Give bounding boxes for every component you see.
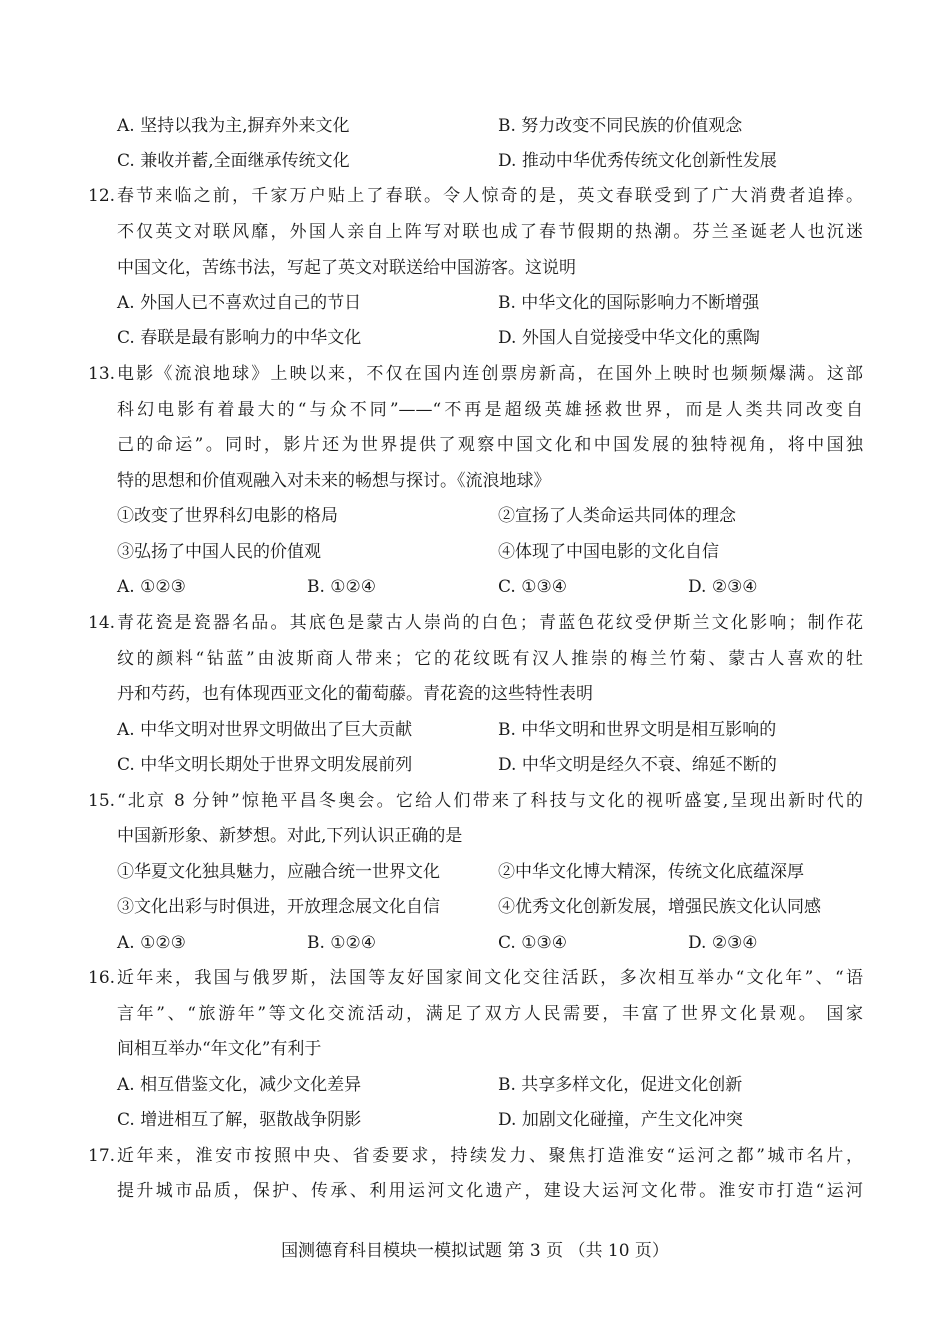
q13-item-3: ③弘扬了中国人民的价值观 bbox=[117, 542, 321, 562]
q17-number: 17. bbox=[88, 1146, 116, 1166]
q12-number: 12. bbox=[88, 186, 116, 206]
q15-option-b: B. ①②④ bbox=[307, 933, 377, 953]
q15-option-c: C. ①③④ bbox=[498, 933, 567, 953]
q12-option-c: C. 春联是最有影响力的中华文化 bbox=[117, 328, 362, 348]
q16-option-d: D. 加剧文化碰撞，产生文化冲突 bbox=[498, 1110, 743, 1130]
q12-stem-line-3: 中国文化，苦练书法，写起了英文对联送给中国游客。这说明 bbox=[117, 258, 576, 278]
q11-option-c: C. 兼收并蓄,全面继承传统文化 bbox=[117, 151, 350, 171]
q13-option-c: C. ①③④ bbox=[498, 577, 567, 597]
q13-stem-line-2: 科幻电影有着最大的“与众不同”——“不再是超级英雄拯救世界，而是人类共同改变自 bbox=[117, 400, 863, 420]
q14-stem-line-1: 青花瓷是瓷器名品。其底色是蒙古人崇尚的白色；青蓝色花纹受伊斯兰文化影响；制作花 bbox=[117, 613, 863, 633]
q12-stem-line-1: 春节来临之前，千家万户贴上了春联。令人惊奇的是，英文春联受到了广大消费者追捧。 bbox=[117, 186, 863, 206]
q11-option-d: D. 推动中华优秀传统文化创新性发展 bbox=[498, 151, 777, 171]
q13-stem-line-4: 特的思想和价值观融入对未来的畅想与探讨。《流浪地球》 bbox=[117, 471, 551, 491]
q13-option-b: B. ①②④ bbox=[307, 577, 377, 597]
q17-stem-line-2: 提升城市品质，保护、传承、利用运河文化遗产，建设大运河文化带。淮安市打造“运河 bbox=[117, 1181, 863, 1201]
q16-stem-line-2: 言年”、“旅游年”等文化交流活动，满足了双方人民需要，丰富了世界文化景观。 国家 bbox=[117, 1004, 863, 1024]
q14-option-c: C. 中华文明长期处于世界文明发展前列 bbox=[117, 755, 413, 775]
q13-stem-line-3: 己的命运”。同时，影片还为世界提供了观察中国文化和中国发展的独特视角，将中国独 bbox=[117, 435, 863, 455]
q13-stem-line-1: 电影《流浪地球》上映以来，不仅在国内连创票房新高，在国外上映时也频频爆满。这部 bbox=[117, 364, 863, 384]
q13-option-a: A. ①②③ bbox=[117, 577, 186, 597]
q15-item-3: ③文化出彩与时俱进，开放理念展文化自信 bbox=[117, 897, 440, 917]
q15-item-2: ②中华文化博大精深，传统文化底蕴深厚 bbox=[498, 862, 804, 882]
q17-stem-line-1: 近年来，淮安市按照中央、省委要求，持续发力、聚焦打造淮安“运河之都”城市名片， bbox=[117, 1146, 863, 1166]
q15-option-d: D. ②③④ bbox=[688, 933, 758, 953]
q13-option-d: D. ②③④ bbox=[688, 577, 758, 597]
q12-option-a: A. 外国人已不喜欢过自己的节日 bbox=[117, 293, 362, 313]
q14-stem-line-2: 纹的颜料“钻蓝”由波斯商人带来；它的花纹既有汉人推崇的梅兰竹菊、蒙古人喜欢的牡 bbox=[117, 649, 863, 669]
q14-option-b: B. 中华文明和世界文明是相互影响的 bbox=[498, 720, 777, 740]
q15-option-a: A. ①②③ bbox=[117, 933, 186, 953]
q11-option-b: B. 努力改变不同民族的价值观念 bbox=[498, 116, 743, 136]
q16-option-b: B. 共享多样文化，促进文化创新 bbox=[498, 1075, 743, 1095]
q15-stem-line-2: 中国新形象、新梦想。对此,下列认识正确的是 bbox=[117, 826, 463, 846]
q16-option-c: C. 增进相互了解，驱散战争阴影 bbox=[117, 1110, 362, 1130]
q14-number: 14. bbox=[88, 613, 116, 633]
page-footer: 国测德育科目模块一模拟试题 第 3 页 （共 10 页） bbox=[281, 1241, 669, 1261]
q16-stem-line-1: 近年来，我国与俄罗斯，法国等友好国家间文化交往活跃，多次相互举办“文化年”、“语 bbox=[117, 968, 863, 988]
q11-option-a: A. 坚持以我为主,摒弃外来文化 bbox=[117, 116, 350, 136]
q15-item-4: ④优秀文化创新发展，增强民族文化认同感 bbox=[498, 897, 821, 917]
q13-item-2: ②宣扬了人类命运共同体的理念 bbox=[498, 506, 736, 526]
q15-number: 15. bbox=[88, 791, 116, 811]
q16-stem-line-3: 间相互举办“年文化”有利于 bbox=[117, 1039, 322, 1059]
q15-stem-line-1: “北京 8 分钟”惊艳平昌冬奥会。它给人们带来了科技与文化的视听盛宴,呈现出新时代的 bbox=[117, 791, 863, 811]
q12-option-d: D. 外国人自觉接受中华文化的熏陶 bbox=[498, 328, 760, 348]
q16-option-a: A. 相互借鉴文化，减少文化差异 bbox=[117, 1075, 362, 1095]
q13-item-4: ④体现了中国电影的文化自信 bbox=[498, 542, 719, 562]
q13-item-1: ①改变了世界科幻电影的格局 bbox=[117, 506, 338, 526]
q12-stem-line-2: 不仅英文对联风靡，外国人亲自上阵写对联也成了春节假期的热潮。芬兰圣诞老人也沉迷 bbox=[117, 222, 863, 242]
q15-item-1: ①华夏文化独具魅力，应融合统一世界文化 bbox=[117, 862, 440, 882]
q14-option-d: D. 中华文明是经久不衰、绵延不断的 bbox=[498, 755, 777, 775]
q14-stem-line-3: 丹和芍药，也有体现西亚文化的葡萄藤。青花瓷的这些特性表明 bbox=[117, 684, 593, 704]
q12-option-b: B. 中华文化的国际影响力不断增强 bbox=[498, 293, 760, 313]
q13-number: 13. bbox=[88, 364, 116, 384]
q16-number: 16. bbox=[88, 968, 116, 988]
q14-option-a: A. 中华文明对世界文明做出了巨大贡献 bbox=[117, 720, 413, 740]
